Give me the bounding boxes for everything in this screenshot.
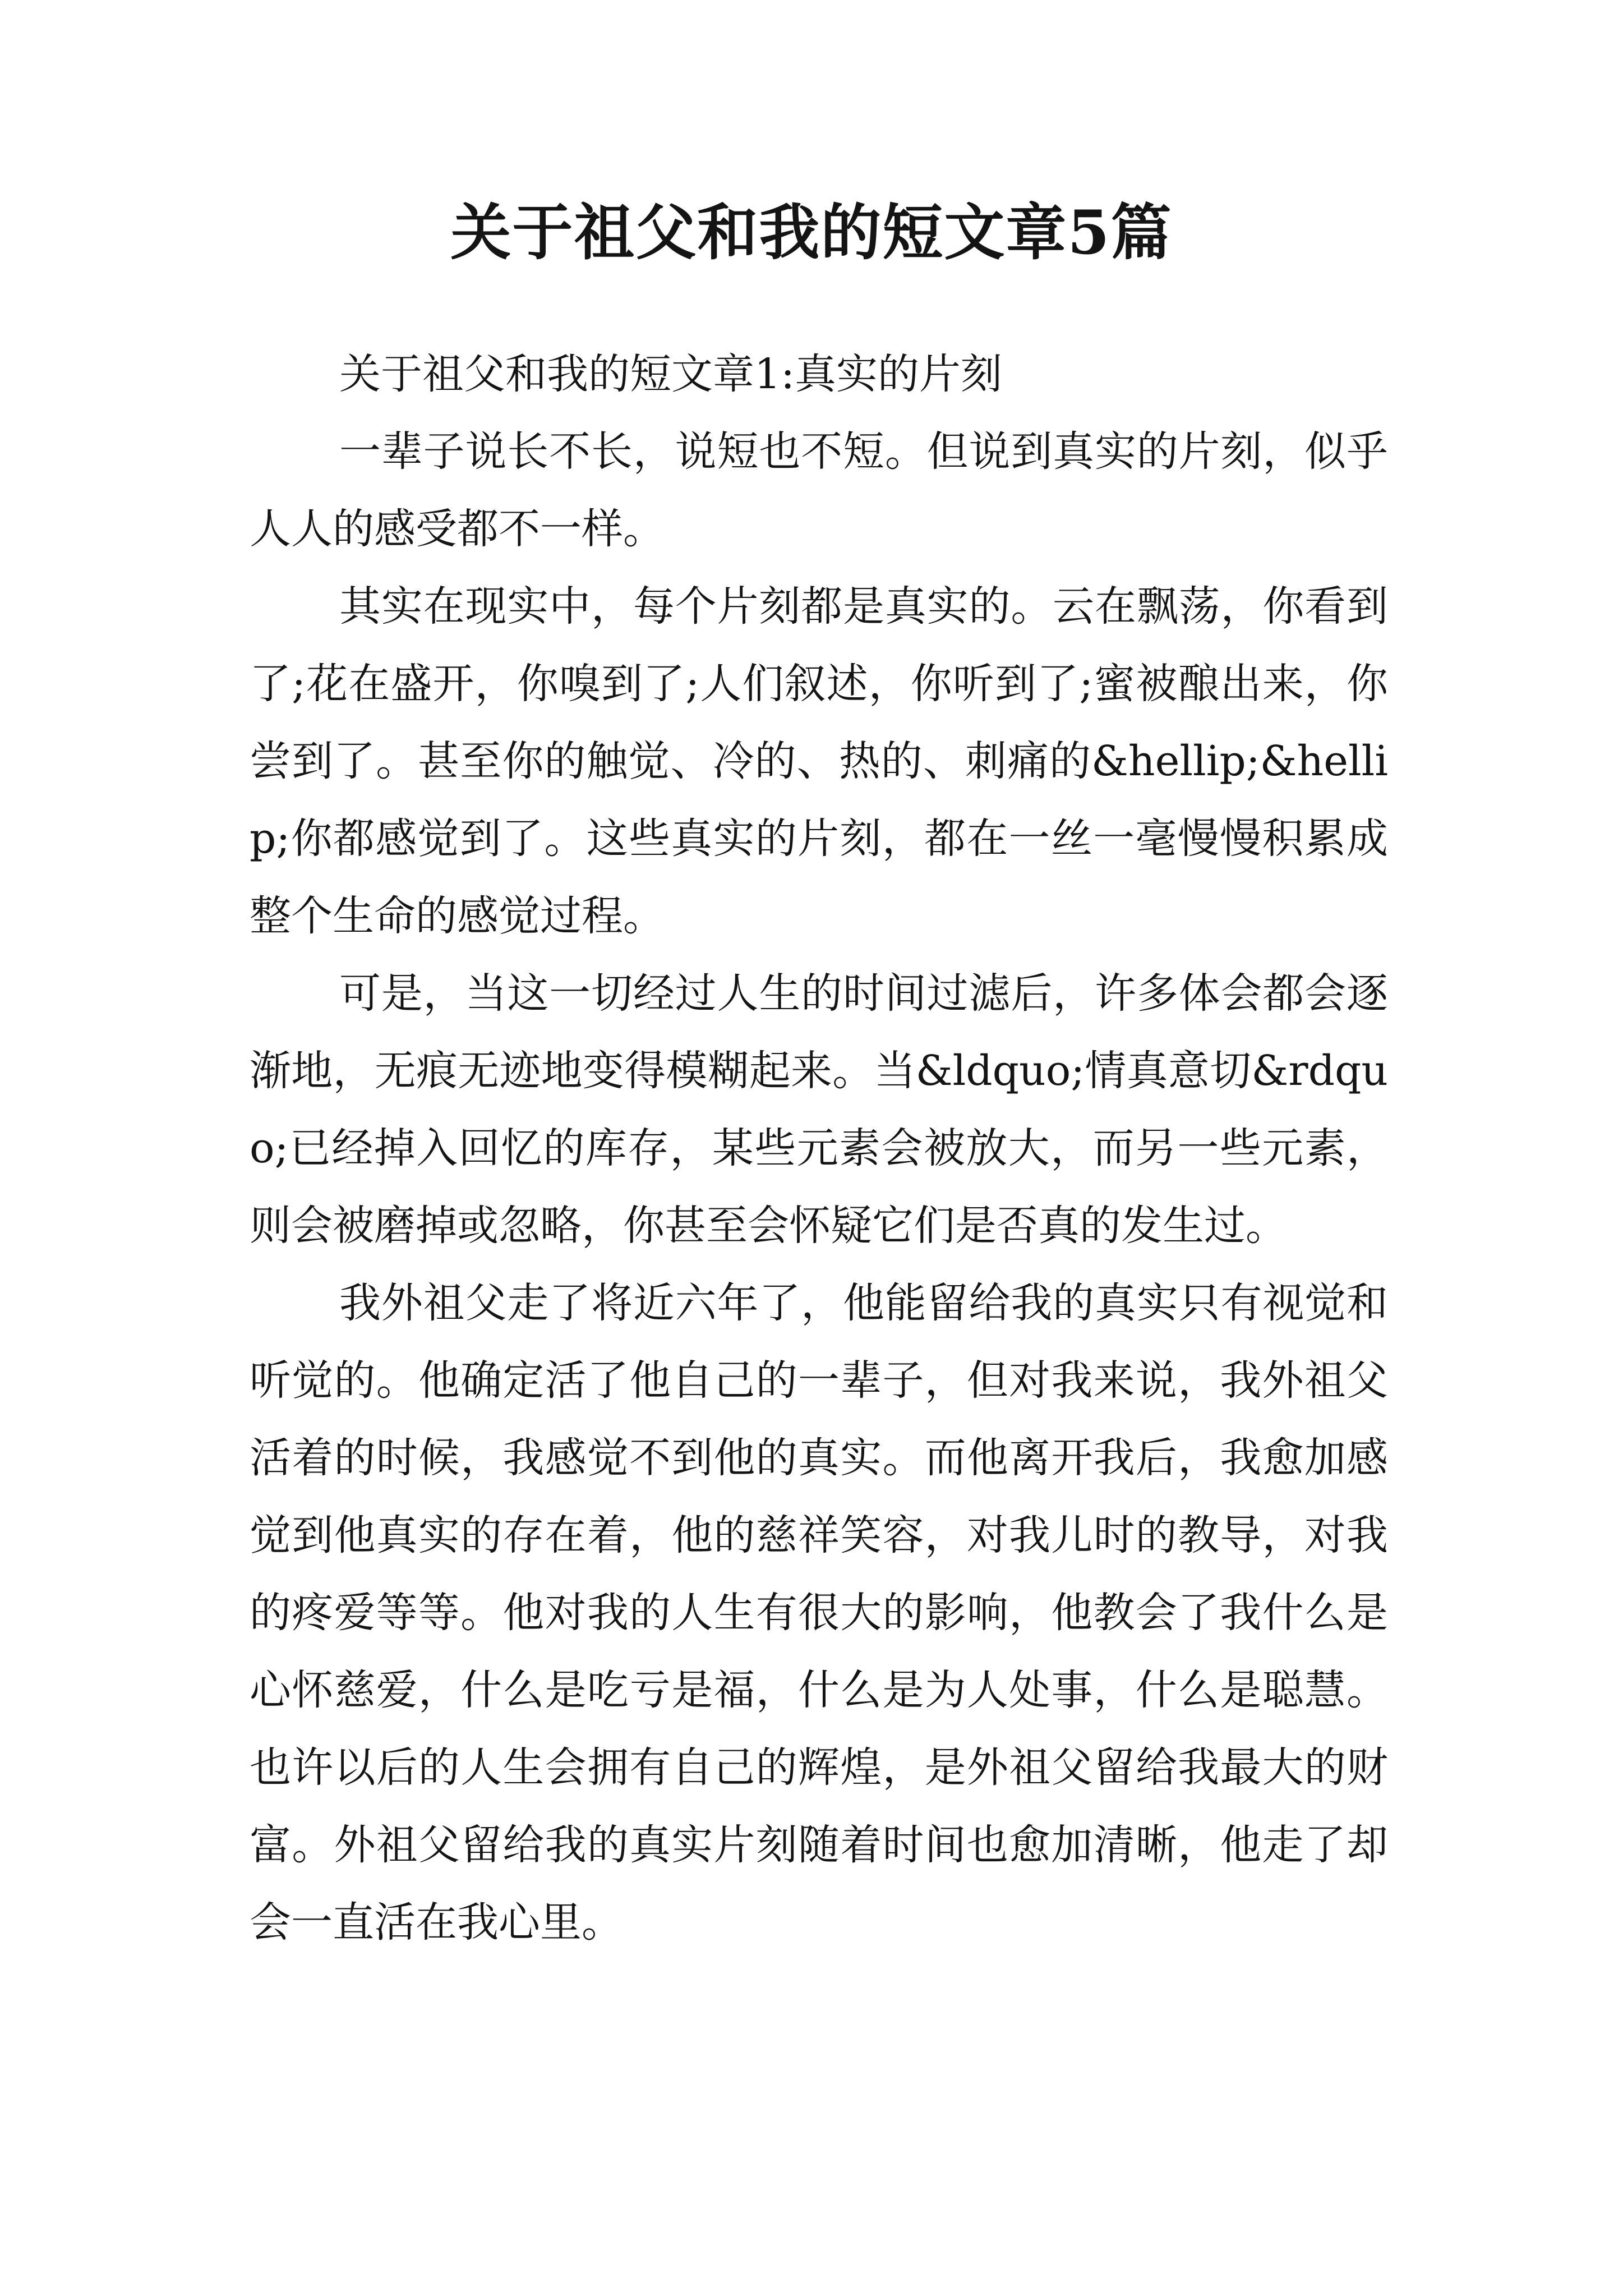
- section-heading: 关于祖父和我的短文章1:真实的片刻: [339, 350, 1003, 398]
- paragraph: 其实在现实中，每个片刻都是真实的。云在飘荡，你看到了;花在盛开，你嗅到了;人们叙述，你听到了;蜜被酿出来，你尝到了。甚至你的触觉、冷的、热的、刺痛的&hellip;&hellip;你都感觉到了。这些真实的片刻，都在一丝一毫慢慢积累成整个生命的感觉过程。: [250, 582, 1388, 940]
- paragraph: 我外祖父走了将近六年了，他能留给我的真实只有视觉和听觉的。他确定活了他自己的一辈子，但对我来说，我外祖父活着的时候，我感觉不到他的真实。而他离开我后，我愈加感觉到他真实的存在着，他的慈祥笑容，对我儿时的教导，对我的疼爱等等。他对我的人生有很大的影响，他教会了我什么是心怀慈爱，什么是吃亏是福，什么是为人处事，什么是聪慧。也许以后的人生会拥有自己的辉煌，是外祖父留给我最大的财富。外祖父留给我的真实片刻随着时间也愈加清晰，他走了却会一直活在我心里。: [250, 1279, 1388, 1947]
- document-title: 关于祖父和我的短文章5篇: [450, 197, 1173, 268]
- paragraph: 一辈子说长不长，说短也不短。但说到真实的片刻，似乎人人的感受都不一样。: [250, 427, 1388, 553]
- document-body: [250, 335, 1388, 1961]
- paragraph: 可是，当这一切经过人生的时间过滤后，许多体会都会逐渐地，无痕无迹地变得模糊起来。当&ldquo;情真意切&rdquo;已经掉入回忆的库存，某些元素会被放大，而另一些元素，则会被磨掉或忽略，你甚至会怀疑它们是否真的发生过。: [250, 969, 1388, 1250]
